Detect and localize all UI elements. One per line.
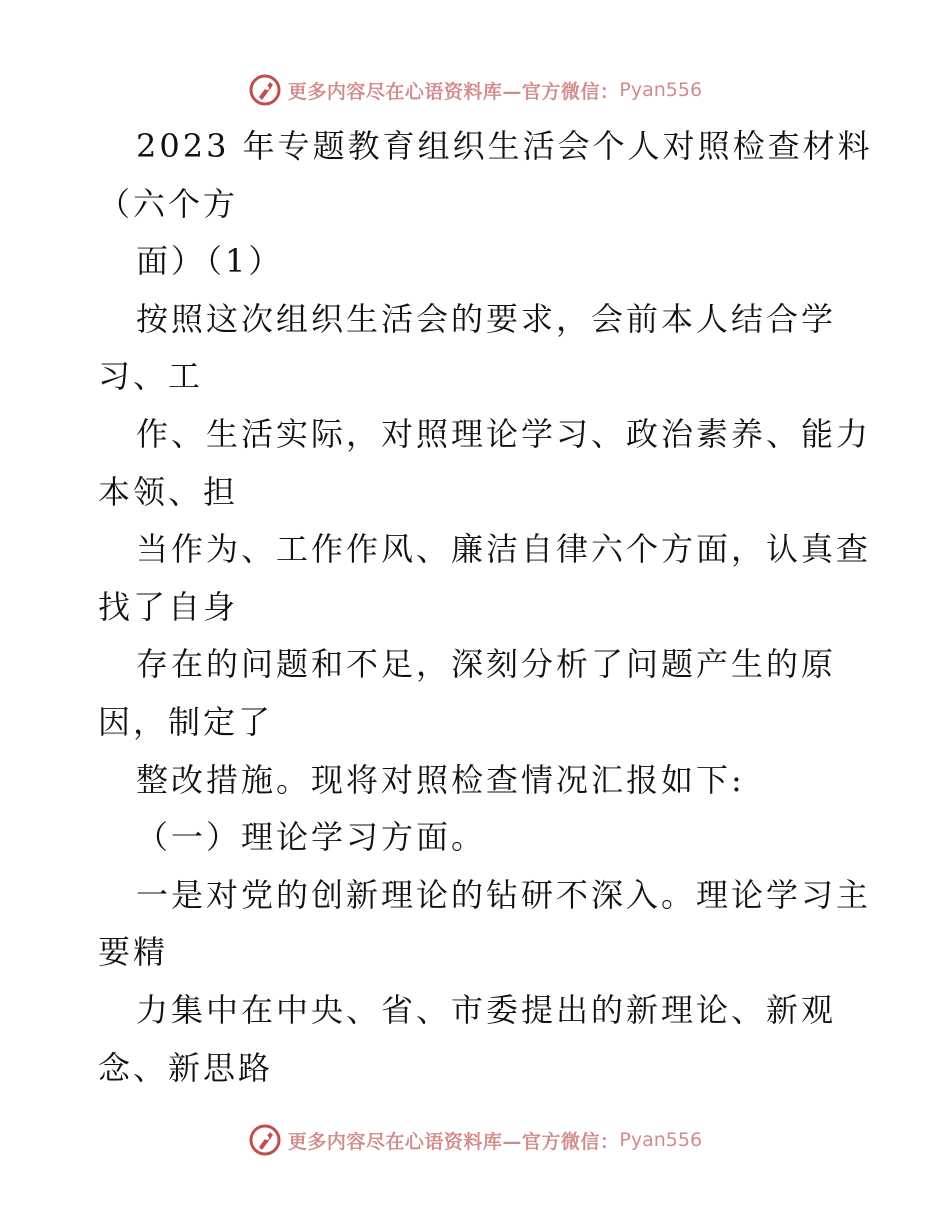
body-line: 整改措施。现将对照检查情况汇报如下: <box>136 760 745 799</box>
wechat-id: Pyan556 <box>619 79 703 101</box>
section-heading: （一）理论学习方面。 <box>136 818 487 857</box>
body-line: 因，制定了 <box>98 702 274 741</box>
banner-slogan: 更多内容尽在心语资料库—官方微信： <box>287 80 620 103</box>
body-line: 存在的问题和不足，深刻分析了问题产生的原 <box>136 645 837 684</box>
body-line: 念、新思路 <box>98 1048 274 1087</box>
title-line-1: 2023 年专题教育组织生活会个人对照检查材料 <box>136 127 873 165</box>
document-body <box>98 118 873 1097</box>
body-line: 找了自身 <box>98 587 239 626</box>
title-line-3: 面）（1） <box>136 242 284 281</box>
pen-nib-logo-icon <box>248 1123 282 1157</box>
wechat-id: Pyan556 <box>619 1129 703 1151</box>
pen-nib-logo-icon <box>248 73 282 107</box>
body-line: 力集中在中央、省、市委提出的新理论、新观 <box>136 990 837 1029</box>
body-line: 按照这次组织生活会的要求，会前本人结合学 <box>136 299 837 338</box>
body-line: 当作为、工作作风、廉洁自律六个方面，认真查 <box>136 530 872 569</box>
body-line: 习、工 <box>98 357 204 396</box>
banner-slogan: 更多内容尽在心语资料库—官方微信： <box>287 1130 620 1153</box>
body-line: 作、生活实际，对照理论学习、政治素养、能力 <box>136 414 872 453</box>
body-line: 本领、担 <box>98 472 239 511</box>
title-line-2: （六个方 <box>98 184 239 223</box>
body-line: 要精 <box>98 933 169 972</box>
header-banner <box>0 70 950 110</box>
body-line: 一是对党的创新理论的钻研不深入。理论学习主 <box>136 875 872 914</box>
footer-banner <box>0 1120 950 1160</box>
